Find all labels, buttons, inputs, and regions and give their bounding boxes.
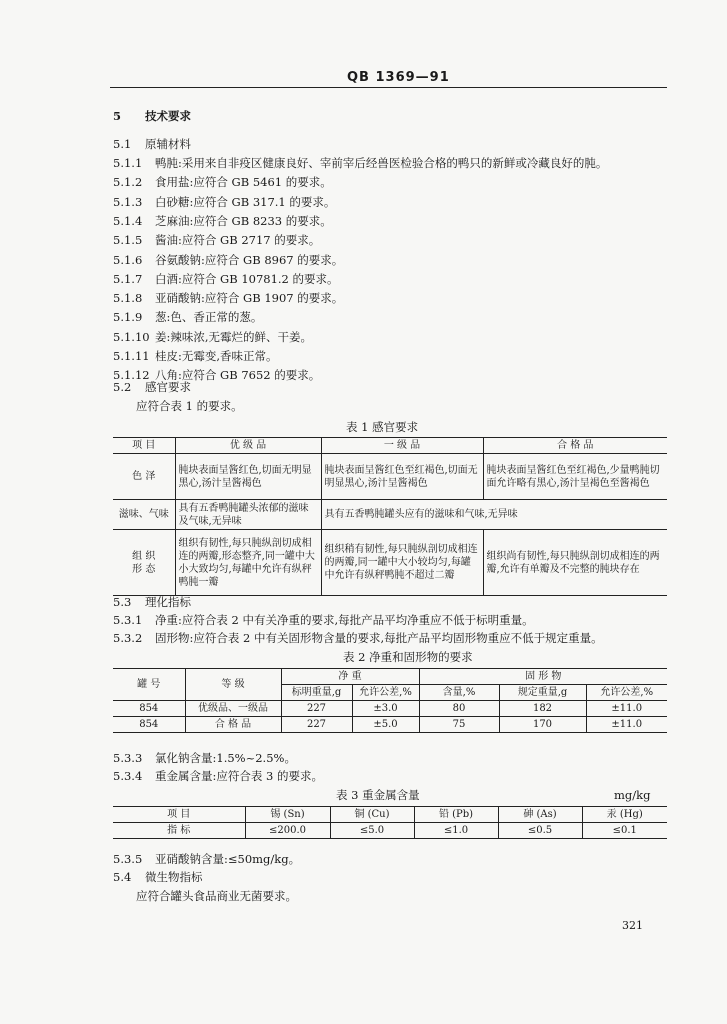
list-item: 5.1.11 桂皮:无霉变,香味正常。 bbox=[113, 349, 278, 363]
table2-caption: 表 2 净重和固形物的要求 bbox=[343, 650, 473, 664]
section-5-3-3: 5.3.3 氯化钠含量:1.5%~2.5%。 bbox=[113, 751, 296, 765]
list-item: 5.1.5 酱油:应符合 GB 2717 的要求。 bbox=[113, 233, 321, 248]
t1-header-item: 项 目 bbox=[113, 438, 175, 454]
t1-row-texture-qualified: 组织尚有韧性,每只肫纵剖切成相连的两瓣,允许有单瓣及不完整的肫块存在 bbox=[483, 530, 667, 596]
section-5-3-1: 5.3.1 净重:应符合表 2 中有关净重的要求,每批产品平均净重应不低于标明重量。 bbox=[113, 613, 534, 627]
list-item: 5.1.2 食用盐:应符合 GB 5461 的要求。 bbox=[113, 175, 332, 190]
list-item: 5.1.9 葱:色、香正常的葱。 bbox=[113, 310, 263, 325]
table3-caption: 表 3 重金属含量 bbox=[336, 788, 420, 802]
t3-header-as: 砷 (As) bbox=[498, 807, 582, 823]
heavy-metal-table bbox=[113, 806, 667, 839]
list-item: 5.1.12 八角:应符合 GB 7652 的要求。 bbox=[113, 368, 321, 383]
t3-header-cu: 铜 (Cu) bbox=[330, 807, 414, 823]
table1-caption: 表 1 感官要求 bbox=[346, 420, 419, 434]
t2-header-net-tol: 允许公差,% bbox=[352, 685, 419, 701]
t1-header-qualified: 合 格 品 bbox=[483, 438, 667, 454]
list-item: 5.1.4 芝麻油:应符合 GB 8233 的要求。 bbox=[113, 213, 332, 228]
list-item: 5.1.1 鸭肫:采用来自非疫区健康良好、宰前宰后经兽医检验合格的鸭只的新鲜或冷藏良好的肫。 bbox=[113, 156, 608, 170]
section-5-3-4: 5.3.4 重金属含量:应符合表 3 的要求。 bbox=[113, 769, 324, 783]
list-item: 5.1.10 姜:辣味浓,无霉烂的鲜、干姜。 bbox=[113, 329, 313, 344]
t2-header-solid-tol: 允许公差,% bbox=[586, 685, 667, 701]
t1-row-color-qualified: 肫块表面呈酱红色至红褐色,少量鸭肫切面允许略有黑心,汤汁呈褐色至酱褐色 bbox=[483, 454, 667, 500]
table-row: 854 合 格 品 227 ±5.0 75 170 ±11.0 bbox=[113, 717, 667, 733]
t1-row-color-first: 肫块表面呈酱红色至红褐色,切面无明显黑心,汤汁呈酱褐色 bbox=[321, 454, 483, 500]
t2-header-solid: 固 形 物 bbox=[419, 669, 667, 685]
t1-row-texture-premium: 组织有韧性,每只肫纵剖切成相连的两瓣,形态整齐,同一罐中大小大致均匀,每罐中允许有纵秤鸭肫一瓣 bbox=[175, 530, 321, 596]
section-5-4-heading: 5.4 微生物指标 bbox=[113, 870, 203, 884]
t2-header-solid-content: 含量,% bbox=[419, 685, 499, 701]
section-5-heading: 5 技术要求 bbox=[113, 109, 191, 123]
t3-header-sn: 锡 (Sn) bbox=[245, 807, 330, 823]
section-5-3-heading: 5.3 理化指标 bbox=[113, 595, 191, 609]
t1-row-taste-label: 滋味、气味 bbox=[113, 500, 175, 530]
t2-header-solid-weight: 规定重量,g bbox=[499, 685, 586, 701]
t1-row-texture-first: 组织稍有韧性,每只肫纵剖切成相连的两瓣,同一罐中大小较均匀,每罐中允许有纵秤鸭肫不超过二瓣 bbox=[321, 530, 483, 596]
list-item: 5.1.6 谷氨酸钠:应符合 GB 8967 的要求。 bbox=[113, 252, 344, 267]
t1-row-color-premium: 肫块表面呈酱红色,切面无明显黑心,汤汁呈酱褐色 bbox=[175, 454, 321, 500]
net-weight-table bbox=[113, 668, 667, 733]
t1-header-first: 一 级 品 bbox=[321, 438, 483, 454]
table-row: 854 优级品、一级品 227 ±3.0 80 182 ±11.0 bbox=[113, 701, 667, 717]
t3-header-pb: 铅 (Pb) bbox=[414, 807, 498, 823]
t2-header-can: 罐 号 bbox=[113, 669, 185, 701]
t3-header-item: 项 目 bbox=[113, 807, 245, 823]
section-5-2-body: 应符合表 1 的要求。 bbox=[136, 399, 243, 413]
t1-row-color-label: 色 泽 bbox=[113, 454, 175, 500]
standard-number: QB 1369—91 bbox=[347, 70, 450, 85]
t1-row-taste-premium: 具有五香鸭肫罐头浓郁的滋味及气味,无异味 bbox=[175, 500, 321, 530]
t3-header-hg: 汞 (Hg) bbox=[582, 807, 667, 823]
page-header bbox=[0, 70, 727, 88]
t2-header-net: 净 重 bbox=[281, 669, 419, 685]
page-number: 321 bbox=[622, 919, 643, 932]
list-item: 5.1.3 白砂糖:应符合 GB 317.1 的要求。 bbox=[113, 194, 336, 209]
section-5-2-heading: 5.2 感官要求 bbox=[113, 380, 191, 394]
t2-header-grade: 等 级 bbox=[185, 669, 281, 701]
list-item: 5.1.8 亚硝酸钠:应符合 GB 1907 的要求。 bbox=[113, 291, 344, 306]
section-5-3-5: 5.3.5 亚硝酸钠含量:≤50mg/kg。 bbox=[113, 852, 301, 866]
section-5-4-body: 应符合罐头食品商业无菌要求。 bbox=[136, 889, 297, 903]
list-item: 5.1.7 白酒:应符合 GB 10781.2 的要求。 bbox=[113, 271, 339, 286]
t1-row-taste-merged: 具有五香鸭肫罐头应有的滋味和气味,无异味 bbox=[321, 500, 667, 530]
t1-row-texture-label: 组 织 形 态 bbox=[113, 530, 175, 596]
header-rule bbox=[110, 87, 667, 88]
t1-header-premium: 优 级 品 bbox=[175, 438, 321, 454]
section-5-1-heading: 5.1 原辅材料 bbox=[113, 137, 191, 151]
t2-header-net-label: 标明重量,g bbox=[281, 685, 352, 701]
section-5-3-2: 5.3.2 固形物:应符合表 2 中有关固形物含量的要求,每批产品平均固形物重应不低于规定重量。 bbox=[113, 631, 603, 645]
sensory-table bbox=[113, 437, 667, 596]
table-row: 指 标 ≤200.0 ≤5.0 ≤1.0 ≤0.5 ≤0.1 bbox=[113, 823, 667, 839]
table3-unit: mg/kg bbox=[614, 788, 651, 802]
